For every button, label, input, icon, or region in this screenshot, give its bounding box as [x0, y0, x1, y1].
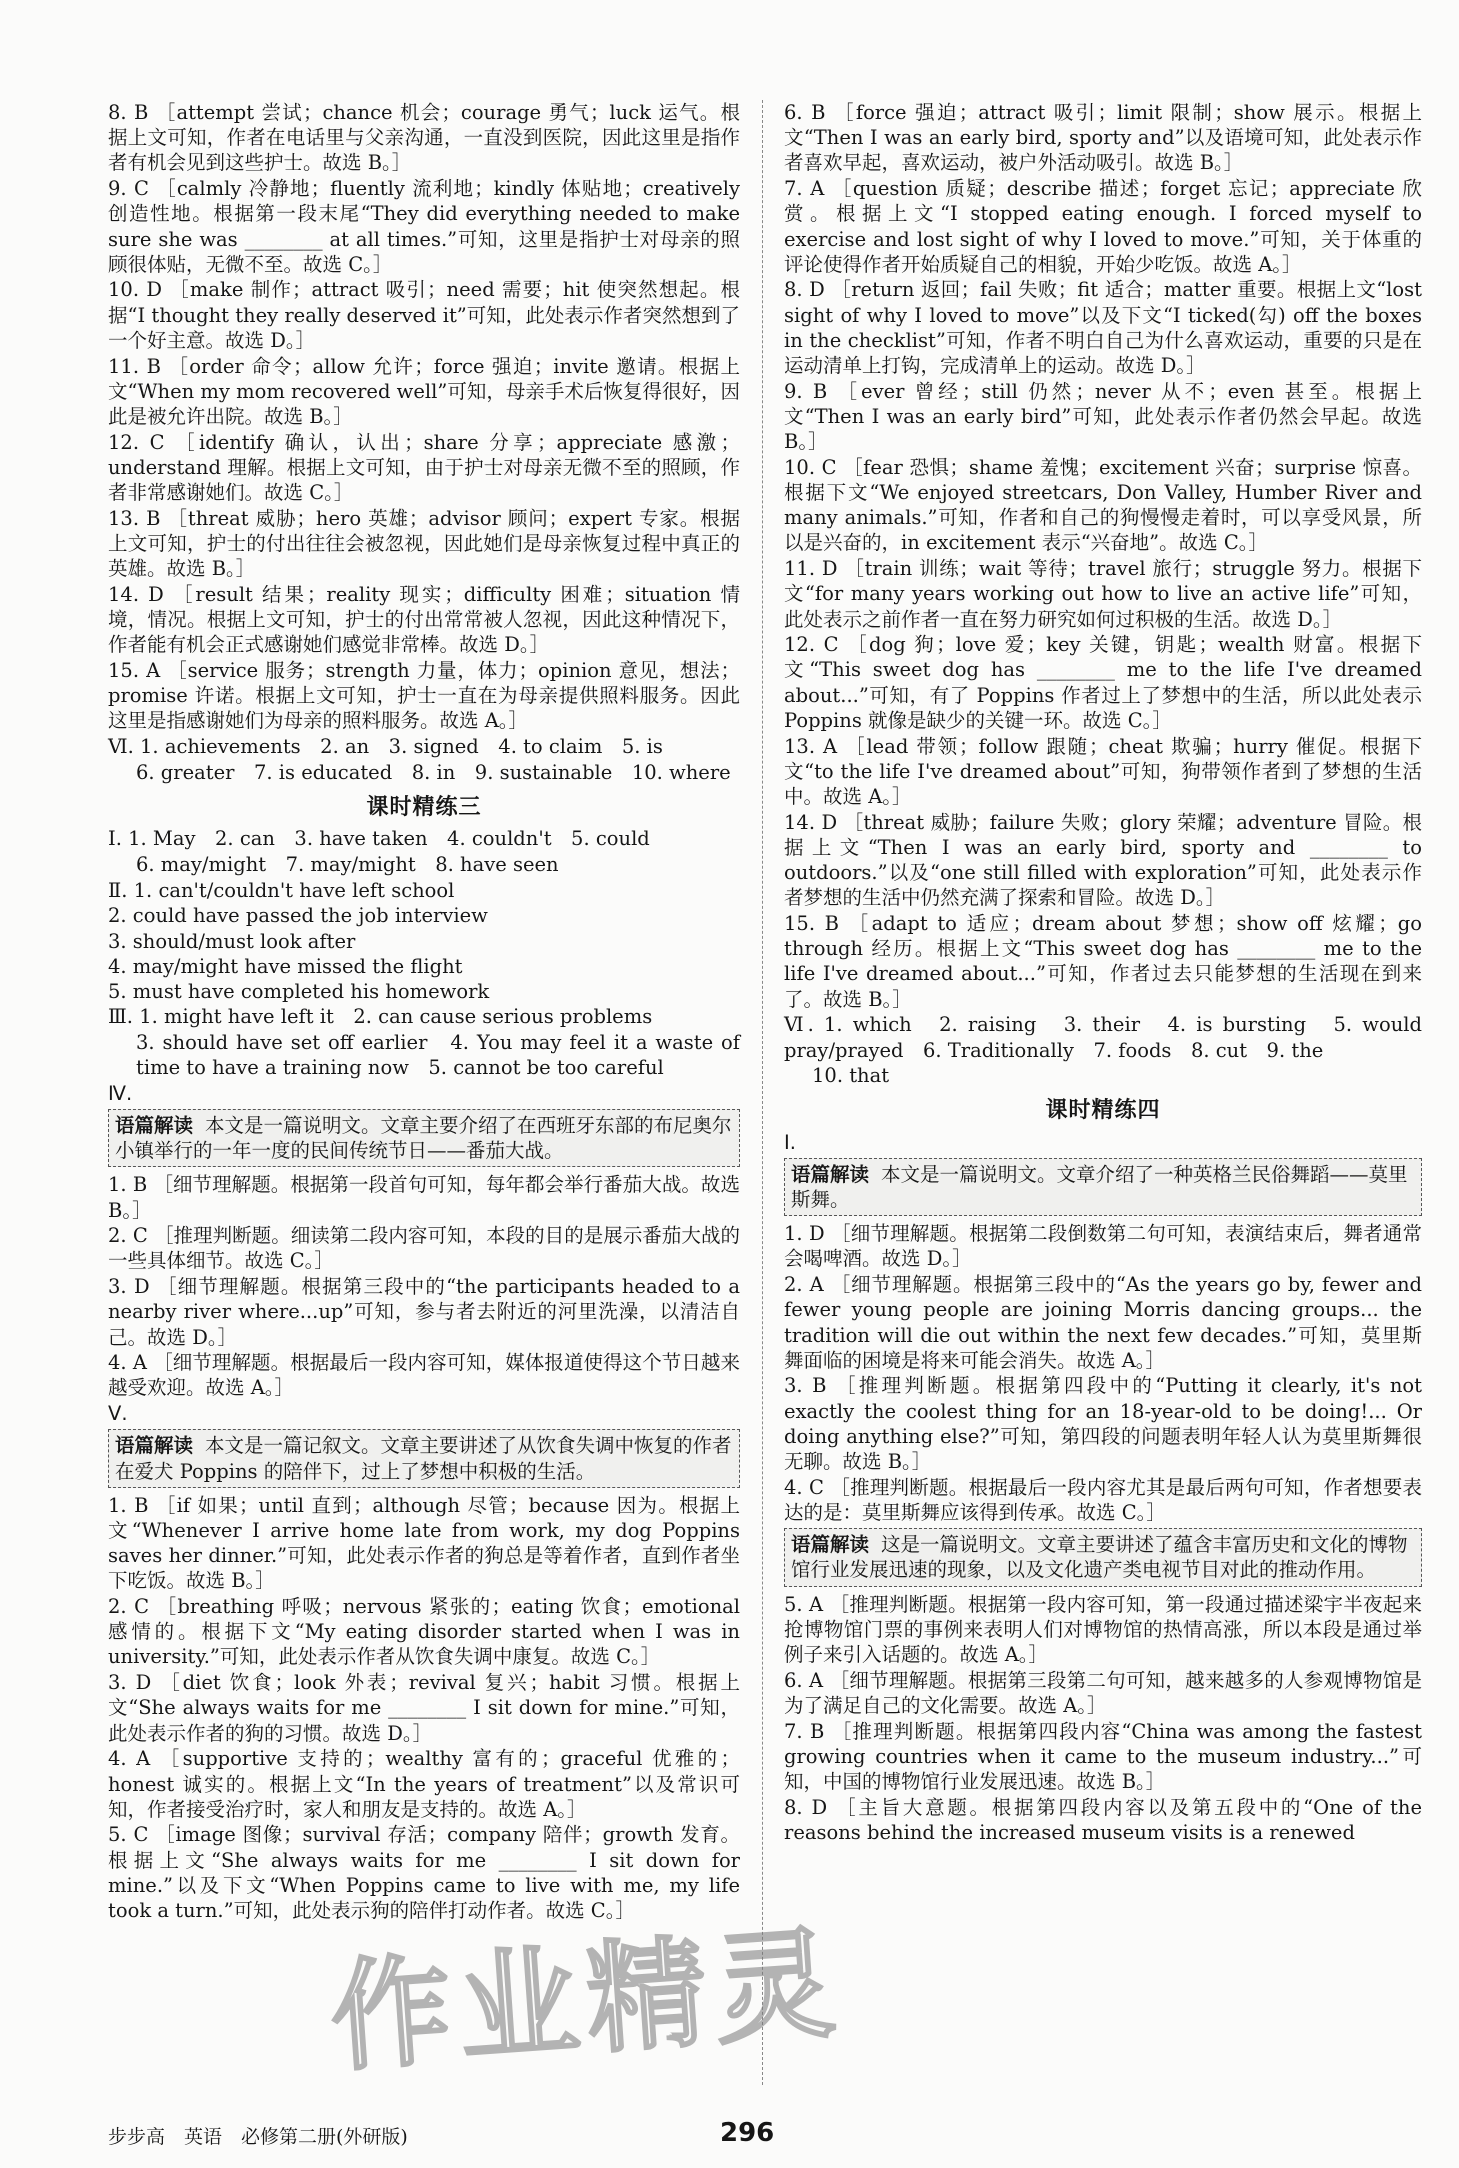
- answer-entry: 1. D ［细节理解题。根据第二段倒数第二句可知，表演结束后，舞者通常会喝啤酒。故选 D。］: [784, 1222, 1422, 1271]
- answer-entry: 3. B ［推理判断题。根据第四段中的“Putting it clearly, it's not exactly the coolest thing for an 18-year-old to be doing!... Or doing anything else?”可知，第四段的问题表明年轻人认为莫里斯舞很无聊。故选 B。］: [784, 1374, 1422, 1474]
- answer-entry: Ⅱ. 1. can't/couldn't have left school: [108, 878, 455, 902]
- answer-entry: 10. that: [812, 1064, 890, 1088]
- answer-entry: 8. D ［主旨大意题。根据第四段内容以及第五段中的“One of the reasons behind the increased museum visits is a renewed: [784, 1795, 1422, 1844]
- answer-entry: 15. B ［adapt to 适应；dream about 梦想；show off 炫耀；go through 经历。根据上文“This sweet dog has ________ me to the life I've dreamed about...”可知，作者过去只能梦想的生活现在到来了。故选 B。］: [784, 912, 1422, 1011]
- book-title: 步步高 英语 必修第二册(外研版): [108, 2126, 408, 2148]
- answer-entry: 9. C ［calmly 冷静地；fluently 流利地；kindly 体贴地；creatively 创造性地。根据第一段末尾“They did everything needed to make sure she was ________ at all times.”可知，这里是指护士对母亲的照顾很体贴，无微不至。故选 C。］: [108, 177, 740, 276]
- left-column: [108, 100, 740, 1924]
- answer-entry: 12. C ［identify 确认，认出；share 分享；appreciate 感激；understand 理解。根据上文可知，由于护士对母亲无微不至的照顾，作者非常感谢她们。故选 C。］: [108, 430, 740, 505]
- answer-entry: 14. D ［result 结果；reality 现实；difficulty 困难；situation 情境，情况。根据上文可知，护士的付出常常被人忽视，因此这种情况下，作者能有机会正式感谢她们感觉非常棒。故选 D。］: [108, 582, 740, 657]
- answer-entry: 4. A ［细节理解题。根据最后一段内容可知，媒体报道使得这个节日越来越受欢迎。故选 A。］: [108, 1351, 740, 1400]
- answer-entry: 11. D ［train 训练；wait 等待；travel 旅行；struggle 努力。根据下文“for many years working out how to live an active life”可知，此处表示之前作者一直在努力研究如何过积极的生活。故选 D。］: [784, 557, 1422, 631]
- answer-entry: 6. greater 7. is educated 8. in 9. sustainable 10. where: [136, 760, 731, 784]
- answer-entry: 3. D ［diet 饮食；look 外表；revival 复兴；habit 习惯。根据上文“She always waits for me ________ I sit down for mine.”可知，此处表示作者的狗的习惯。故选 D。］: [108, 1671, 740, 1745]
- answer-entry: 8. B ［attempt 尝试；chance 机会；courage 勇气；luck 运气。根据上文可知，作者在电话里与父亲沟通，一直没到医院，因此这里是指作者有机会见到这些护士。故选 B。］: [108, 101, 740, 175]
- column-divider: [762, 100, 764, 2085]
- answer-entry: 7. A ［question 质疑；describe 描述；forget 忘记；appreciate 欣赏。根据上文“I stopped eating enough. I forced myself to exercise and lost sight of why I loved to move.”可知，关于体重的评论使得作者开始质疑自己的相貌，开始少吃饭。故选 A。］: [784, 177, 1422, 276]
- answer-entry: 9. B ［ever 曾经；still 仍然；never 从不；even 甚至。根据上文“Then I was an early bird”可知，此处表示作者仍然会早起。故选 B。］: [784, 379, 1422, 454]
- answer-entry: 13. B ［threat 威胁；hero 英雄；advisor 顾问；expert 专家。根据上文可知，护士的付出往往会被忽视，因此她们是母亲恢复过程中真正的英雄。故选 B。］: [108, 506, 740, 581]
- answer-entry: 7. B ［推理判断题。根据第四段内容“China was among the fastest growing countries when it came to the museum industry...”可知，中国的博物馆行业发展迅速。故选 B。］: [784, 1719, 1422, 1793]
- answer-entry: Ⅰ. 1. May 2. can 3. have taken 4. couldn't 5. could: [108, 827, 650, 851]
- answer-entry: 2. A ［细节理解题。根据第三段中的“As the years go by, fewer and fewer young people are joining Morris dancing groups... the tradition will die out within the next few decades.”可知，莫里斯舞面临的困境是将来可能会消失。故选 A。］: [784, 1273, 1422, 1372]
- passage-summary-tag: 语篇解读: [791, 1162, 870, 1186]
- answer-entry: 4. may/might have missed the flight: [108, 954, 463, 978]
- section-number: Ⅴ.: [108, 1402, 128, 1426]
- answer-entry: Ⅲ. 1. might have left it 2. can cause serious problems: [108, 1005, 653, 1029]
- answer-entry: 1. B ［if 如果；until 直到；although 尽管；because 因为。根据上文“Whenever I arrive home late from work, my dog Poppins saves her dinner.”可知，此处表示作者的狗总是等着作者，直到作者坐下吃饭。故选 B。］: [108, 1493, 740, 1593]
- passage-summary-box: [784, 1158, 1422, 1216]
- answer-entry: 8. D ［return 返回；fail 失败；fit 适合；matter 重要。根据上文“lost sight of why I loved to move”以及下文“I ticked(勾) off the boxes in the checklist”可知，作者不明白自己为什么喜欢运动，重要的只是在运动清单上打钩，完成清单上的运动。故选 D。］: [784, 278, 1422, 378]
- answer-entry: 3. should have set off earlier 4. You may feel it a waste of time to have a training now 5. cannot be too careful: [136, 1030, 740, 1080]
- section-number: Ⅰ.: [784, 1130, 796, 1154]
- answer-entry: 2. could have passed the job interview: [108, 904, 488, 928]
- passage-summary-box: [784, 1528, 1422, 1586]
- section-heading: 课时精练四: [1045, 1098, 1161, 1124]
- answer-entry: 6. may/might 7. may/might 8. have seen: [136, 852, 559, 876]
- answer-entry: Ⅵ. 1. achievements 2. an 3. signed 4. to claim 5. is: [108, 735, 663, 759]
- section-heading: 课时精练三: [366, 794, 482, 820]
- passage-summary-tag: 语篇解读: [115, 1434, 194, 1458]
- passage-summary-tag: 语篇解读: [791, 1533, 870, 1557]
- passage-summary-text: 本文是一篇说明文。文章介绍了一种英格兰民俗舞蹈——莫里斯舞。: [791, 1162, 1408, 1212]
- answer-entry: 3. D ［细节理解题。根据第三段中的“the participants headed to a nearby river where...up”可知，参与者去附近的河里洗澡，以清洁自己。故选 D。］: [108, 1275, 740, 1349]
- answer-entry: 12. C ［dog 狗；love 爱；key 关键，钥匙；wealth 财富。根据下文“This sweet dog has ________ me to the life I've dreamed about...”可知，有了 Poppins 作者过上了梦想中的生活，所以此处表示 Poppins 就像是缺少的关键一环。故选 C。］: [784, 633, 1422, 732]
- answer-entry: 6. A ［细节理解题。根据第三段第二句可知，越来越多的人参观博物馆是为了满足自己的文化需要。故选 A。］: [784, 1668, 1422, 1717]
- answer-entry: 11. B ［order 命令；allow 允许；force 强迫；invite 邀请。根据上文“When my mom recovered well”可知，母亲手术后恢复得很好，因此是被允许出院。故选 B。］: [108, 354, 740, 428]
- answer-entry: 4. A ［supportive 支持的；wealthy 富有的；graceful 优雅的；honest 诚实的。根据上文“In the years of treatment”以及常识可知，作者接受治疗时，家人和朋友是支持的。故选 A。］: [108, 1747, 740, 1821]
- watermark: 作业精灵: [326, 1914, 847, 2089]
- answer-entry: 5. A ［推理判断题。根据第一段内容可知，第一段通过描述梁宇半夜起来抢博物馆门票的事例来表明人们对博物馆的热情高涨，所以本段是通过举例子来引入话题的。故选 A。］: [784, 1592, 1422, 1666]
- answer-entry: 15. A ［service 服务；strength 力量，体力；opinion 意见，想法；promise 许诺。根据上文可知，护士一直在为母亲提供照料服务。因此这里是指感谢她们为母亲的照料服务。故选 A。］: [108, 658, 740, 733]
- answer-entry: 14. D ［threat 威胁；failure 失败；glory 荣耀；adventure 冒险。根据上文“Then I was an early bird, sporty and ________ to outdoors.”以及“one still filled with exploration”可知，此处表示作者梦想的生活中仍然充满了探索和冒险。故选 D。］: [784, 810, 1422, 910]
- answer-entry: 2. C ［推理判断题。细读第二段内容可知，本段的目的是展示番茄大战的一些具体细节。故选 C。］: [108, 1224, 740, 1273]
- answer-entry: 3. should/must look after: [108, 929, 356, 953]
- section-number: Ⅳ.: [108, 1081, 133, 1105]
- passage-summary-text: 本文是一篇说明文。文章主要介绍了在西班牙东部的布尼奥尔小镇举行的一年一度的民间传统节日——番茄大战。: [115, 1113, 732, 1163]
- answer-entry: 1. B ［细节理解题。根据第一段首句可知，每年都会举行番茄大战。故选 B。］: [108, 1173, 740, 1222]
- passage-summary-text: 本文是一篇记叙文。文章主要讲述了从饮食失调中恢复的作者在爱犬 Poppins 的陪伴下，过上了梦想中积极的生活。: [115, 1434, 732, 1483]
- answer-entry: Ⅵ. 1. which 2. raising 3. their 4. is bursting 5. would pray/prayed 6. Traditionally 7. foods 8. cut 9. the: [784, 1013, 1422, 1062]
- page-number: 296: [720, 2118, 775, 2148]
- passage-summary-tag: 语篇解读: [115, 1113, 194, 1137]
- passage-summary-box: [108, 1429, 740, 1487]
- answer-entry: 4. C ［推理判断题。根据最后一段内容尤其是最后两句可知，作者想要表达的是：莫里斯舞应该得到传承。故选 C。］: [784, 1475, 1422, 1524]
- answer-entry: 6. B ［force 强迫；attract 吸引；limit 限制；show 展示。根据上文“Then I was an early bird, sporty and”以及语境可知，此处表示作者喜欢早起，喜欢运动，被户外活动吸引。故选 B。］: [784, 101, 1422, 175]
- passage-summary-text: 这是一篇说明文。文章主要讲述了蕴含丰富历史和文化的博物馆行业发展迅速的现象，以及文化遗产类电视节目对此的推动作用。: [791, 1533, 1408, 1582]
- answer-entry: 5. C ［image 图像；survival 存活；company 陪伴；growth 发育。根据上文“She always waits for me ________ I sit down for mine.”以及下文“When Poppins came to live with me, my life took a turn.”可知，此处表示狗的陪伴打动作者。故选 C。］: [108, 1823, 740, 1923]
- right-column: [784, 100, 1422, 1846]
- answer-entry: 2. C ［breathing 呼吸；nervous 紧张的；eating 饮食；emotional 感情的。根据下文“My eating disorder started when I was in university.”可知，此处表示作者从饮食失调中康复。故选 C。］: [108, 1595, 740, 1669]
- answer-entry: 5. must have completed his homework: [108, 979, 490, 1003]
- answer-entry: 13. A ［lead 带领；follow 跟随；cheat 欺骗；hurry 催促。根据下文“to the life I've dreamed about”可知，狗带领作者到了梦想的生活中。故选 A。］: [784, 734, 1422, 808]
- answer-entry: 10. D ［make 制作；attract 吸引；need 需要；hit 使突然想起。根据“I thought they really deserved it”可知，此处表示作者突然想到了一个好主意。故选 D。］: [108, 278, 740, 352]
- answer-entry: 10. C ［fear 恐惧；shame 羞愧；excitement 兴奋；surprise 惊喜。根据下文“We enjoyed streetcars, Don Valley, Humber River and many animals.”可知，作者和自己的狗慢慢走着时，可以享受风景，所以是兴奋的，in excitement 表示“兴奋地”。故选 C。］: [784, 455, 1422, 555]
- page-footer: [108, 2118, 1422, 2152]
- passage-summary-box: [108, 1109, 740, 1167]
